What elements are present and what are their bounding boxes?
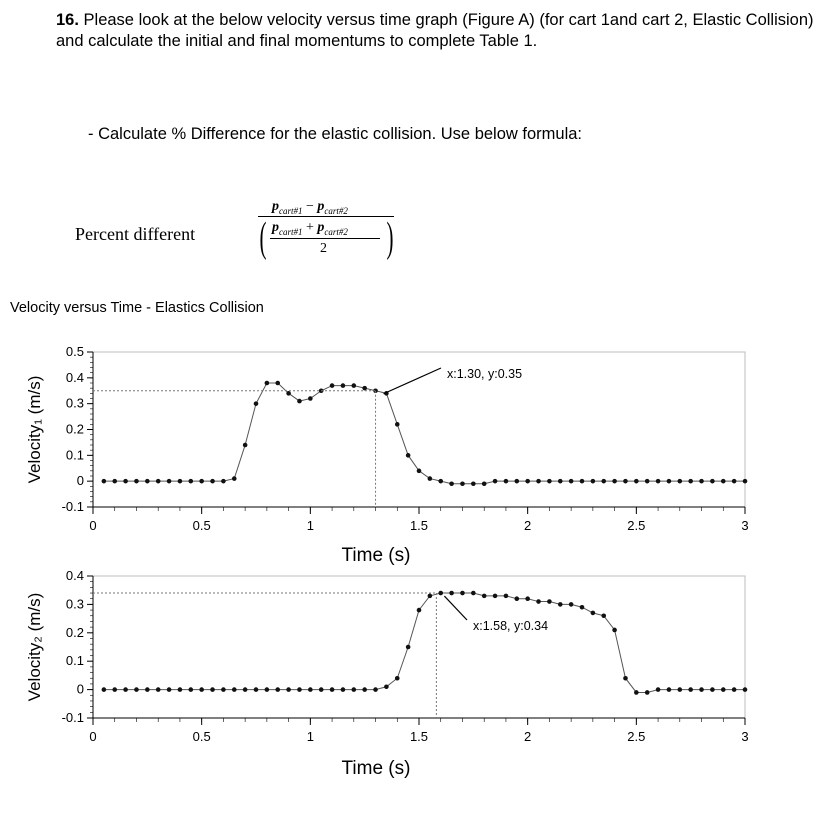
data-point (623, 676, 628, 681)
series-line (104, 593, 745, 692)
y-tick-label: 0.1 (65, 447, 84, 463)
data-point (275, 381, 280, 386)
data-point (678, 687, 683, 692)
x-tick-label: 3 (741, 729, 749, 744)
data-point (210, 479, 215, 484)
data-point (167, 687, 172, 692)
data-point (417, 469, 422, 474)
data-point (102, 687, 107, 692)
x-tick-label: 3 (741, 518, 749, 533)
data-point (362, 386, 367, 391)
y-tick-label: 0.5 (65, 344, 84, 359)
data-point (471, 591, 476, 596)
data-point (482, 481, 487, 486)
data-point (438, 591, 443, 596)
data-point (580, 605, 585, 610)
data-point (319, 687, 324, 692)
x-tick-label: 0.5 (192, 729, 211, 744)
data-point (601, 613, 606, 618)
data-point (341, 687, 346, 692)
data-point (134, 687, 139, 692)
y-tick-label: 0.1 (65, 653, 84, 669)
data-point (406, 645, 411, 650)
data-point (504, 479, 509, 484)
y-tick-label: 0.4 (65, 568, 84, 583)
data-point (623, 479, 628, 484)
data-point (352, 383, 357, 388)
formula-numerator: $p_{cart\#1} - p_{cart\#2}$ (272, 199, 348, 216)
data-point (308, 687, 313, 692)
data-point (536, 479, 541, 484)
data-point (308, 396, 313, 401)
y-tick-label: 0 (76, 473, 84, 489)
data-point (395, 676, 400, 681)
data-point (189, 479, 194, 484)
data-point (254, 687, 259, 692)
y-axis-label: Velocity₁ (m/s) (25, 375, 44, 484)
data-point (178, 687, 183, 692)
annotation-label: x:1.58, y:0.34 (473, 619, 549, 633)
data-point (221, 687, 226, 692)
x-tick-label: 2 (524, 729, 532, 744)
data-point (667, 687, 672, 692)
data-point (189, 687, 194, 692)
data-point (688, 479, 693, 484)
data-point (634, 479, 639, 484)
data-point (493, 479, 498, 484)
data-point (221, 479, 226, 484)
data-point (732, 479, 737, 484)
data-point (678, 479, 683, 484)
data-point (569, 479, 574, 484)
x-tick-label: 0 (89, 729, 97, 744)
data-point (591, 611, 596, 616)
y-axis-label: Velocity₂ (m/s) (25, 592, 44, 702)
figure-caption: Velocity versus Time - Elastics Collision (10, 300, 264, 316)
chart-1 (25, 344, 749, 566)
data-point (471, 481, 476, 486)
data-point (406, 453, 411, 458)
x-tick-label: 0 (89, 518, 97, 533)
plot-frame (93, 576, 745, 718)
data-point (134, 479, 139, 484)
data-point (460, 481, 465, 486)
data-point (210, 687, 215, 692)
series-line (104, 383, 745, 484)
data-point (656, 687, 661, 692)
y-tick-label: 0.2 (65, 624, 84, 640)
x-tick-label: 1 (306, 729, 314, 744)
data-point (699, 687, 704, 692)
data-point (645, 690, 650, 695)
y-tick-label: 0.2 (65, 421, 84, 437)
data-point (558, 602, 563, 607)
data-point (710, 479, 715, 484)
data-point (330, 383, 335, 388)
data-point (547, 479, 552, 484)
x-axis-label: Time (s) (341, 758, 411, 779)
data-point (525, 479, 530, 484)
y-tick-label: -0.1 (61, 710, 84, 725)
data-point (352, 687, 357, 692)
formula-denominator-sum: $p_{cart\#1} + p_{cart\#2}$ (272, 220, 348, 237)
question-body: Please look at the below velocity versus time graph (Figure A) (for cart 1and cart 2, Elastic Collision) and calculate the initial and final momentums to complete Table 1. (56, 11, 814, 50)
data-point (449, 591, 454, 596)
data-point (525, 596, 530, 601)
data-point (634, 690, 639, 695)
x-tick-label: 2.5 (627, 518, 646, 533)
chart-2 (25, 568, 749, 779)
data-point (667, 479, 672, 484)
data-point (145, 479, 150, 484)
data-point (580, 479, 585, 484)
instruction-text: - Calculate % Difference for the elastic collision. Use below formula: (88, 125, 582, 143)
data-point (123, 687, 128, 692)
data-point (515, 596, 520, 601)
data-point (112, 479, 117, 484)
y-tick-label: 0.3 (65, 395, 84, 411)
data-point (417, 608, 422, 613)
data-point (699, 479, 704, 484)
x-tick-label: 2.5 (627, 729, 646, 744)
data-point (286, 391, 291, 396)
y-tick-label: 0.4 (65, 369, 84, 385)
data-point (438, 479, 443, 484)
data-point (558, 479, 563, 484)
data-point (710, 687, 715, 692)
data-point (102, 479, 107, 484)
data-point (178, 479, 183, 484)
annotation-pointer (444, 596, 467, 620)
data-point (547, 599, 552, 604)
data-point (286, 687, 291, 692)
data-point (428, 476, 433, 481)
data-point (732, 687, 737, 692)
formula-two: 2 (320, 241, 327, 256)
data-point (482, 594, 487, 599)
data-point (460, 591, 465, 596)
formula-label: Percent different (75, 224, 196, 244)
data-point (395, 422, 400, 427)
data-point (112, 687, 117, 692)
plot-frame (93, 352, 745, 507)
data-point (721, 687, 726, 692)
data-point (373, 687, 378, 692)
data-point (612, 479, 617, 484)
data-point (612, 628, 617, 633)
data-point (156, 479, 161, 484)
data-point (449, 481, 454, 486)
y-tick-label: 0 (76, 681, 84, 697)
x-tick-label: 1 (306, 518, 314, 533)
data-point (428, 594, 433, 599)
x-tick-label: 0.5 (192, 518, 211, 533)
x-tick-label: 2 (524, 518, 532, 533)
data-point (265, 381, 270, 386)
left-paren: ( (259, 215, 267, 261)
data-point (199, 479, 204, 484)
data-point (515, 479, 520, 484)
y-tick-label: 0.3 (65, 596, 84, 612)
data-point (265, 687, 270, 692)
data-point (275, 687, 280, 692)
data-point (591, 479, 596, 484)
data-point (688, 687, 693, 692)
x-axis-label: Time (s) (341, 545, 411, 566)
question-number: 16. (56, 11, 79, 29)
y-tick-label: -0.1 (61, 499, 84, 514)
data-point (601, 479, 606, 484)
data-point (243, 687, 248, 692)
data-point (199, 687, 204, 692)
data-point (243, 443, 248, 448)
data-point (493, 594, 498, 599)
data-point (254, 401, 259, 406)
data-point (232, 687, 237, 692)
data-point (504, 594, 509, 599)
data-point (156, 687, 161, 692)
data-point (167, 479, 172, 484)
data-point (123, 479, 128, 484)
x-tick-label: 1.5 (409, 518, 429, 533)
data-point (743, 479, 748, 484)
data-point (330, 687, 335, 692)
data-point (656, 479, 661, 484)
data-point (743, 687, 748, 692)
data-point (362, 687, 367, 692)
data-point (645, 479, 650, 484)
data-point (232, 476, 237, 481)
annotation-pointer (384, 368, 441, 394)
data-point (536, 599, 541, 604)
data-point (145, 687, 150, 692)
data-point (384, 684, 389, 689)
x-tick-label: 1.5 (409, 729, 429, 744)
data-point (341, 383, 346, 388)
data-point (721, 479, 726, 484)
data-point (569, 602, 574, 607)
data-point (297, 687, 302, 692)
right-paren: ) (386, 215, 394, 261)
annotation-label: x:1.30, y:0.35 (447, 367, 523, 381)
data-point (297, 399, 302, 404)
